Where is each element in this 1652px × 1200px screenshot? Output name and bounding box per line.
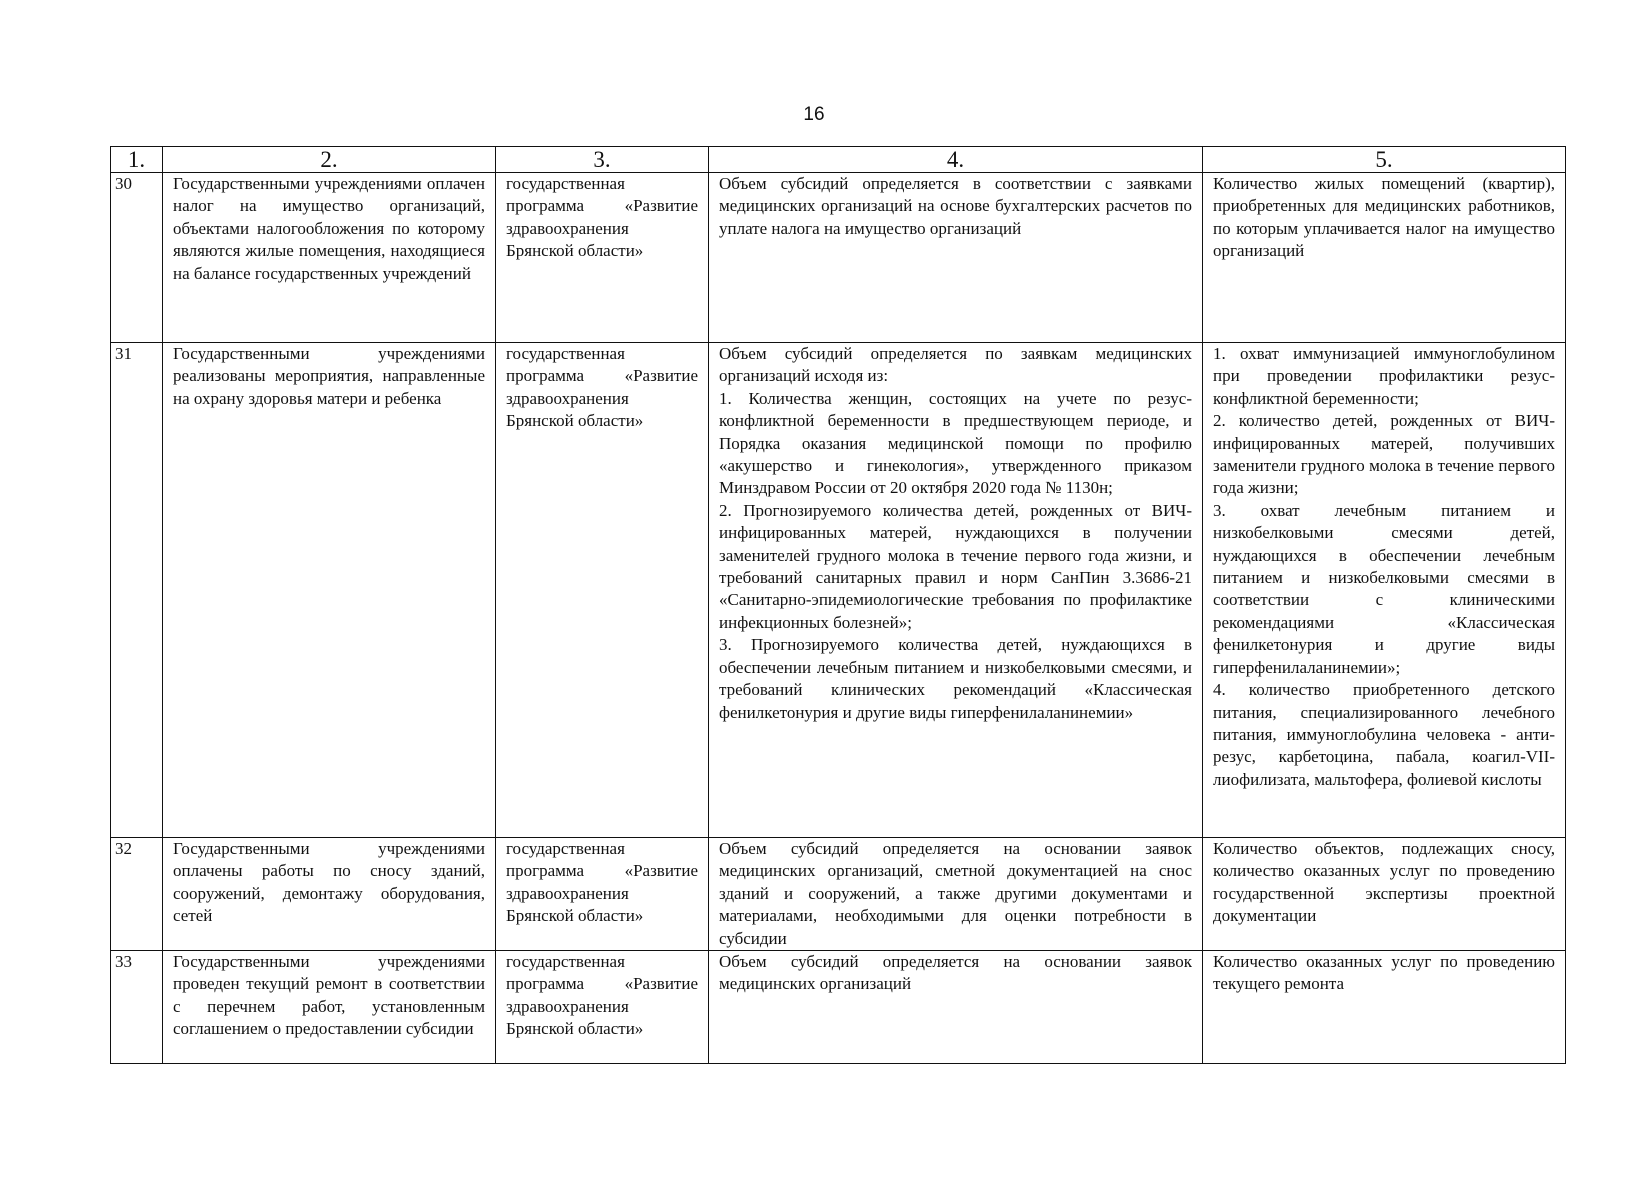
row-number: 30 xyxy=(111,173,163,343)
indicator: 1. охват иммунизацией иммуноглобулином при проведении профилактики резус-конфликтной беременности; 2. количество детей, рожденных от ВИЧ-инфицированных матерей, получивших заменители грудного молока в течение первого года жизни; 3. охват лечебным питанием и низкобелковыми смесями детей, нуждающихся в обеспечении лечебным питанием и низкобелковыми смесями в соответствии с клиническими рекомендациями «Классическая фенилкетонурия и другие виды гиперфенилаланинемии»; 4. количество приобретенного детского питания, специализированного лечебного питания, иммуноглобулина человека - анти-резус, карбетоцина, пабала, коагил-VII-лиофилизата, мальтофера, фолиевой кислоты xyxy=(1203,343,1566,838)
table-row-33 xyxy=(111,951,1566,1064)
page-number: 16 xyxy=(803,104,825,125)
subsidy-calculation: Объем субсидий определяется на основании заявок медицинских организаций xyxy=(709,951,1203,1064)
program-name: государственная программа «Развитие здравоохранения Брянской области» xyxy=(496,838,709,951)
result-description: Государственными учреждениями оплачены работы по сносу зданий, сооружений, демонтажу оборудования, сетей xyxy=(163,838,496,951)
row-number: 33 xyxy=(111,951,163,1064)
result-description: Государственными учреждениями оплачен налог на имущество организаций, объектами налогообложения по которому являются жилые помещения, находящиеся на балансе государственных учреждений xyxy=(163,173,496,343)
column-header-4: 4. xyxy=(709,147,1203,173)
subsidy-calculation: Объем субсидий определяется на основании заявок медицинских организаций, сметной документацией на снос зданий и сооружений, а также другими документами и материалами, необходимыми для оценки потребности в субсидии xyxy=(709,838,1203,951)
column-header-2: 2. xyxy=(163,147,496,173)
program-name: государственная программа «Развитие здравоохранения Брянской области» xyxy=(496,951,709,1064)
indicator: Количество оказанных услуг по проведению текущего ремонта xyxy=(1203,951,1566,1064)
column-header-1: 1. xyxy=(111,147,163,173)
table-header-row xyxy=(111,147,1566,173)
table-row-30 xyxy=(111,173,1566,343)
row-number: 32 xyxy=(111,838,163,951)
row-number: 31 xyxy=(111,343,163,838)
subsidy-calculation: Объем субсидий определяется по заявкам медицинских организаций исходя из: 1. Количества женщин, состоящих на учете по резус-конфликтной беременности в предшествующем периоде, и Порядка оказания медицинской помощи по профилю «акушерство и гинекология», утвержденного приказом Минздравом России от 20 октября 2020 года № 1130н; 2. Прогнозируемого количества детей, рожденных от ВИЧ-инфицированных матерей, нуждающихся в получении заменителей грудного молока в течение первого года жизни, и требований санитарных правил и норм СанПин 3.3686-21 «Санитарно-эпидемиологические требования по профилактике инфекционных болезней»; 3. Прогнозируемого количества детей, нуждающихся в обеспечении лечебным питанием и низкобелковыми смесями, и требований клинических рекомендаций «Классическая фенилкетонурия и другие виды гиперфенилаланинемии» xyxy=(709,343,1203,838)
column-header-5: 5. xyxy=(1203,147,1566,173)
table-row-32 xyxy=(111,838,1566,951)
subsidy-calculation: Объем субсидий определяется в соответствии с заявками медицинских организаций на основе бухгалтерских расчетов по уплате налога на имущество организаций xyxy=(709,173,1203,343)
program-name: государственная программа «Развитие здравоохранения Брянской области» xyxy=(496,173,709,343)
column-header-3: 3. xyxy=(496,147,709,173)
indicator: Количество объектов, подлежащих сносу, количество оказанных услуг по проведению государственной экспертизы проектной документации xyxy=(1203,838,1566,951)
result-description: Государственными учреждениями проведен текущий ремонт в соответствии с перечнем работ, установленным соглашением о предоставлении субсидии xyxy=(163,951,496,1064)
result-description: Государственными учреждениями реализованы мероприятия, направленные на охрану здоровья матери и ребенка xyxy=(163,343,496,838)
table-row-31 xyxy=(111,343,1566,838)
indicator: Количество жилых помещений (квартир), приобретенных для медицинских работников, по которым уплачивается налог на имущество организаций xyxy=(1203,173,1566,343)
subsidy-table xyxy=(110,146,1566,1064)
program-name: государственная программа «Развитие здравоохранения Брянской области» xyxy=(496,343,709,838)
